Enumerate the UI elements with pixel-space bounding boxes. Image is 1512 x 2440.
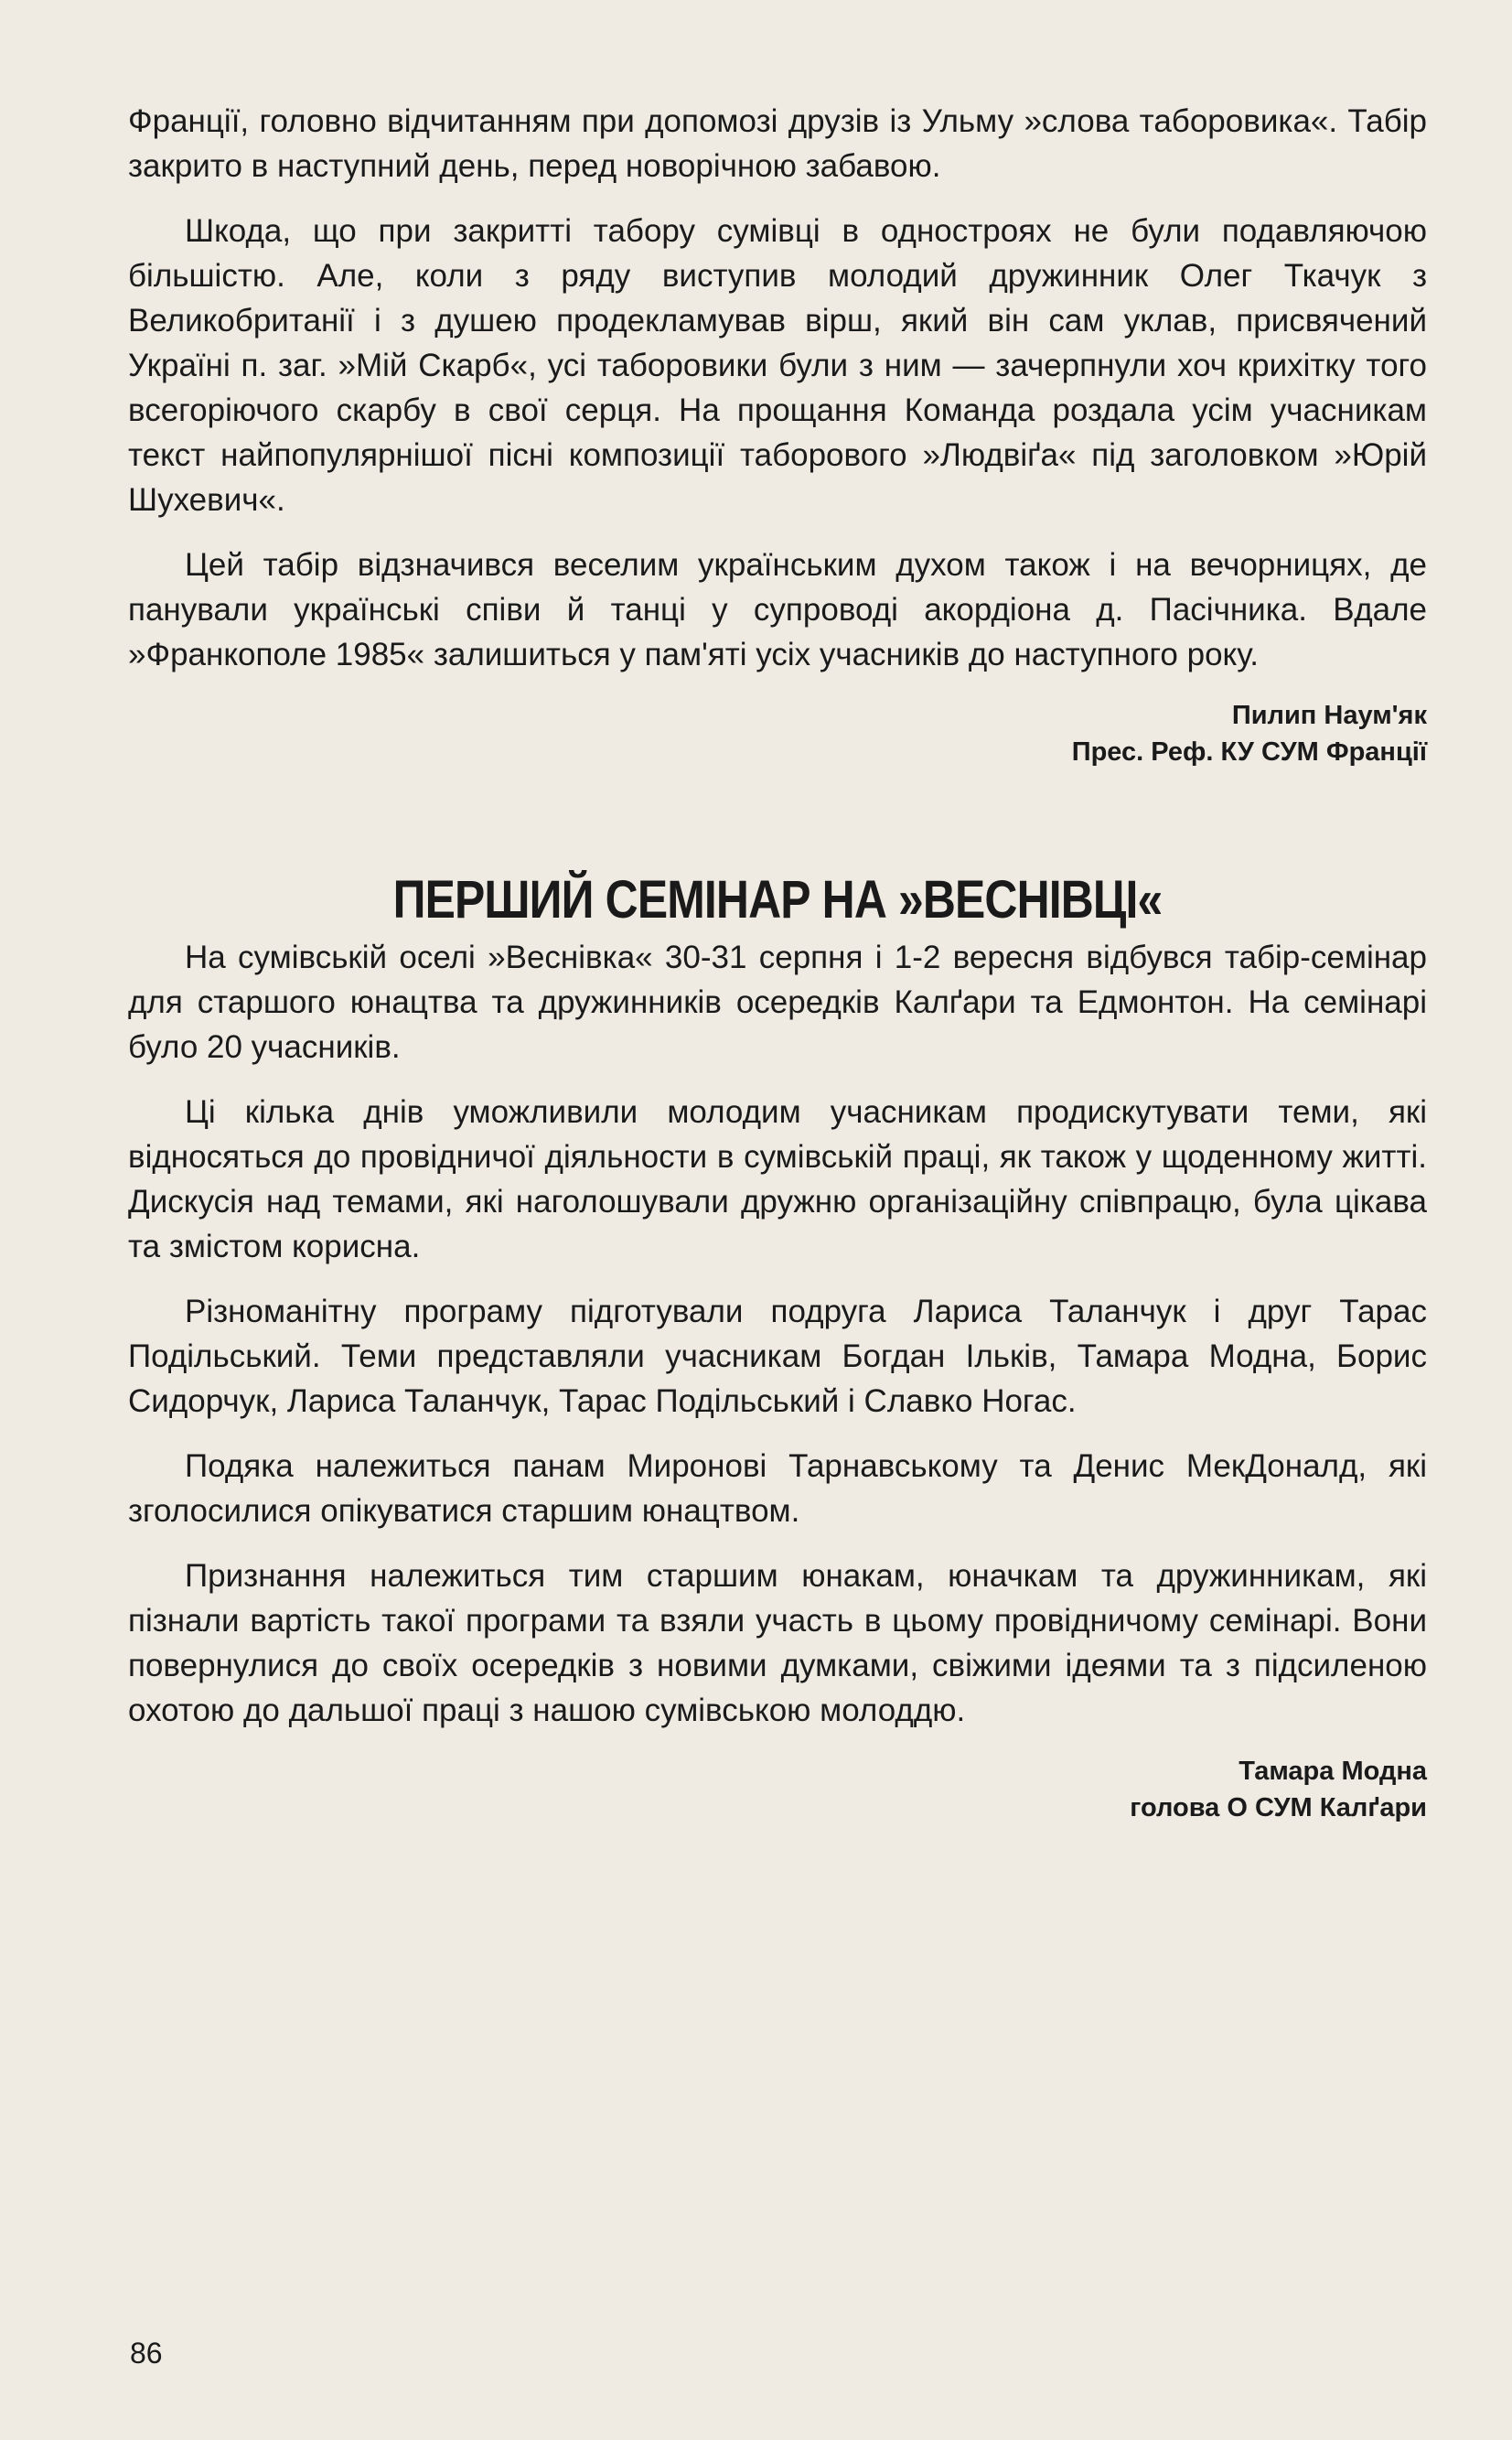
- paragraph: Шкода, що при закритті табору сумівці в одностроях не були подавляючою більшістю. Але, коли з ряду виступив молодий дружинник Олег Ткачук з Великобританії і з душею продекламував вірш, який він сам уклав, присвячений Україні п. заг. »Мій Скарб«, усі таборовики були з ним — зачерпнули хоч крихітку того всегоріючого скарбу в свої серця. На прощання Команда роздала усім учасникам текст найпопулярнішої пісні композиції таборового »Людвіґа« під заголовком »Юрій Шухевич«.: [128, 213, 1427, 518]
- article-franco-camp: [128, 99, 1427, 770]
- paragraph: Різноманітну програму підготували подруга Лариса Таланчук і друг Тарас Подільський. Теми представляли учасникам Богдан Ільків, Тамара Модна, Борис Сидорчук, Лариса Таланчук, Тарас Подільський і Славко Ногас.: [128, 1294, 1427, 1419]
- article-seminar: [128, 871, 1427, 1826]
- author-role: Прес. Реф. КУ СУМ Франції: [1071, 737, 1427, 767]
- author-name: Пилип Наум'як: [1231, 701, 1427, 730]
- paragraph: Цей табір відзначився веселим українським духом також і на вечорницях, де панували українські співи й танці у супроводі акордіона д. Пасічника. Вдале »Франкополе 1985« залишиться у пам'яті усіх учасників до наступного року.: [128, 547, 1427, 672]
- paragraph: Подяка належиться панам Миронові Тарнавському та Денис МекДоналд, які зголосилися опікуватися старшим юнацтвом.: [128, 1448, 1427, 1529]
- signature-block: [128, 1753, 1427, 1826]
- author-role: голова О СУМ Калґари: [1130, 1793, 1427, 1822]
- paragraph: На сумівській оселі »Веснівка« 30-31 серпня і 1-2 вересня відбувся табір-семінар для старшого юнацтва та дружинників осередків Калґари та Едмонтон. На семінарі було 20 учасників.: [128, 940, 1427, 1065]
- page-number: 86: [130, 2337, 163, 2370]
- author-name: Тамара Модна: [1239, 1757, 1427, 1786]
- paragraph: Франції, головно відчитанням при допомозі друзів із Ульму »слова таборовика«. Табір закрито в наступний день, перед новорічною забавою.: [128, 103, 1427, 184]
- text-column: [128, 99, 1427, 1854]
- paragraph: Признання належиться тим старшим юнакам, юначкам та дружинникам, які пізнали вартість такої програми та взяли участь в цьому провідничому семінарі. Вони повернулися до своїх осередків з новими думками, свіжими ідеями та з підсиленою охотою до дальшої праці з нашою сумівською молоддю.: [128, 1558, 1427, 1728]
- paragraph: Ці кілька днів уможливили молодим учасникам продискутувати теми, які відносяться до провідничої діяльности в сумівській праці, як також у щоденному житті. Дискусія над темами, які наголошували дружню організаційну співпрацю, була цікава та змістом корисна.: [128, 1094, 1427, 1264]
- signature-block: [128, 697, 1427, 770]
- article-title: ПЕРШИЙ СЕМІНАР НА »ВЕСНІВЦІ«: [392, 870, 1163, 930]
